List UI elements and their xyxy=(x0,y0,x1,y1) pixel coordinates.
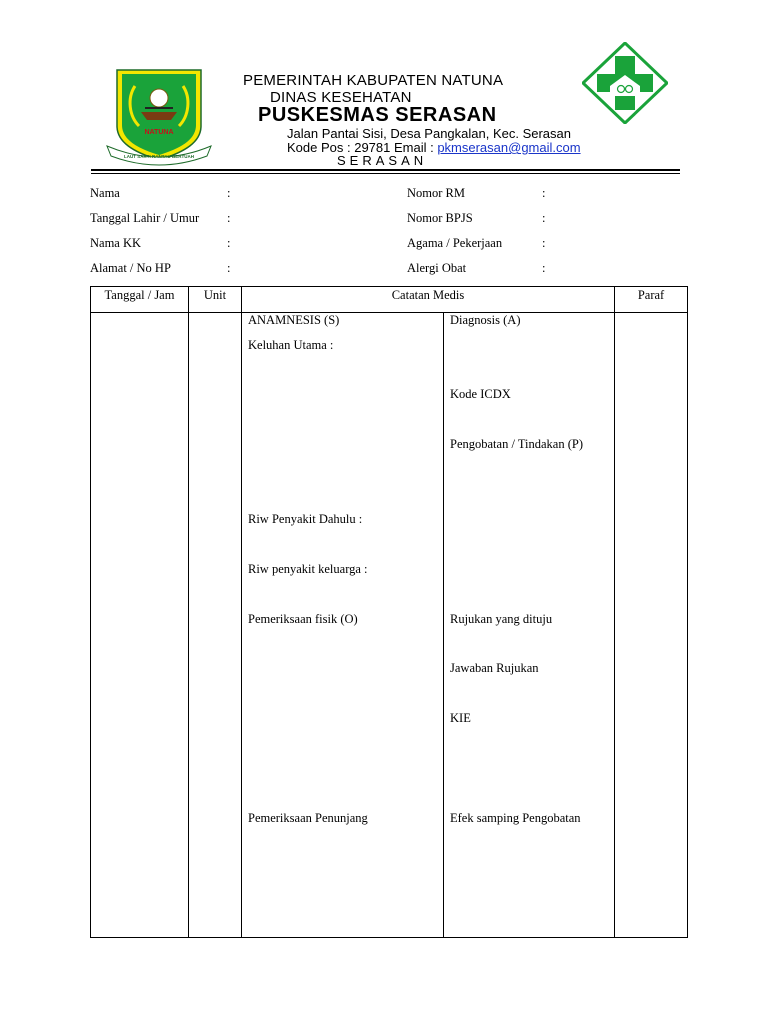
label-pemeriksaan-penunjang: Pemeriksaan Penunjang xyxy=(248,811,368,825)
label-kie: KIE xyxy=(450,711,471,725)
field-label-tanggal-lahir: Tanggal Lahir / Umur xyxy=(90,211,200,225)
field-colon: : xyxy=(542,236,546,250)
label-anamnesis: ANAMNESIS (S) xyxy=(248,313,340,327)
field-label-nama: Nama xyxy=(90,186,120,200)
header-contact xyxy=(287,140,581,155)
puskesmas-logo xyxy=(582,42,668,124)
header-tanggal-jam: Tanggal / Jam xyxy=(91,287,189,313)
emblem-text: NATUNA xyxy=(144,129,174,136)
header-divider-thin xyxy=(91,173,680,174)
cell-unit[interactable] xyxy=(189,313,242,938)
label-rujukan: Rujukan yang dituju xyxy=(450,612,553,626)
cell-soap-right[interactable] xyxy=(444,313,615,938)
field-colon: : xyxy=(227,236,231,250)
email-link[interactable]: pkmserasan@gmail.com xyxy=(437,140,581,155)
table-row xyxy=(91,313,688,938)
header-department: DINAS KESEHATAN xyxy=(270,89,412,106)
label-jawaban-rujukan: Jawaban Rujukan xyxy=(450,661,539,675)
header-unit: Unit xyxy=(189,287,242,313)
label-riw-penyakit-dahulu: Riw Penyakit Dahulu : xyxy=(248,512,363,526)
label-keluhan-utama: Keluhan Utama : xyxy=(248,338,334,352)
header-government: PEMERINTAH KABUPATEN NATUNA xyxy=(243,72,504,89)
header-city: SERASAN xyxy=(337,153,428,168)
label-pemeriksaan-fisik: Pemeriksaan fisik (O) xyxy=(248,612,358,626)
header-title: PUSKESMAS SERASAN xyxy=(258,104,497,126)
header-address: Jalan Pantai Sisi, Desa Pangkalan, Kec. Serasan xyxy=(287,126,572,141)
header-catatan-medis: Catatan Medis xyxy=(242,287,615,313)
label-riw-penyakit-keluarga: Riw penyakit keluarga : xyxy=(248,562,368,576)
field-label-nomor-bpjs: Nomor BPJS xyxy=(407,211,473,225)
emblem-ribbon-text: LAUT SAKTI RANTAU BERTUAH xyxy=(124,154,194,159)
label-efek-samping: Efek samping Pengobatan xyxy=(450,811,581,825)
field-colon: : xyxy=(542,211,546,225)
medical-record-table xyxy=(90,286,688,938)
field-colon: : xyxy=(227,261,231,275)
field-colon: : xyxy=(227,211,231,225)
cell-soap-left[interactable] xyxy=(242,313,444,938)
cell-tanggal-jam[interactable] xyxy=(91,313,189,938)
label-pengobatan-tindakan: Pengobatan / Tindakan (P) xyxy=(450,437,583,451)
label-kode-icdx: Kode ICDX xyxy=(450,387,511,401)
label-diagnosis: Diagnosis (A) xyxy=(450,313,521,327)
table-header-row xyxy=(91,287,688,313)
field-label-alamat: Alamat / No HP xyxy=(90,261,171,275)
field-colon: : xyxy=(542,186,546,200)
postal-code-text: Kode Pos : 29781 Email : xyxy=(287,140,438,155)
field-label-nomor-rm: Nomor RM xyxy=(407,186,465,200)
header-paraf: Paraf xyxy=(615,287,688,313)
natuna-emblem-logo xyxy=(105,68,213,168)
field-colon: : xyxy=(227,186,231,200)
header-divider xyxy=(91,169,680,171)
field-label-alergi: Alergi Obat xyxy=(407,261,467,275)
cell-paraf[interactable] xyxy=(615,313,688,938)
field-label-agama: Agama / Pekerjaan xyxy=(407,236,503,250)
field-label-nama-kk: Nama KK xyxy=(90,236,142,250)
field-colon: : xyxy=(542,261,546,275)
